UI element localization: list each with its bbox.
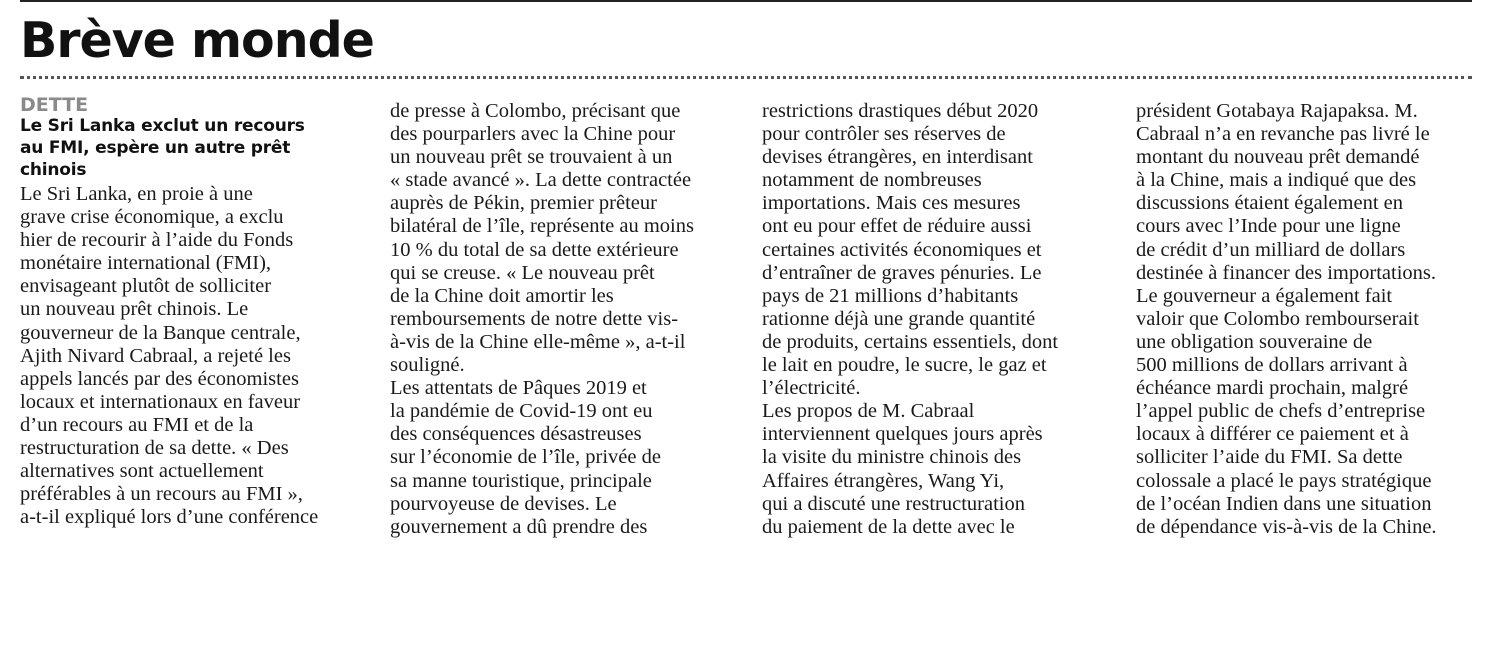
headline-line: au FMI, espère un autre prêt bbox=[20, 138, 291, 158]
text-line: 500 millions de dollars arrivant à bbox=[1136, 354, 1408, 377]
text-line: sa manne touristique, principale bbox=[390, 469, 652, 492]
text-line: de dépendance vis-à-vis de la Chine. bbox=[1136, 515, 1437, 538]
text-line: Le gouverneur a également fait bbox=[1136, 284, 1393, 307]
text-line: des pourparlers avec la Chine pour bbox=[390, 123, 676, 146]
text-line: valoir que Colombo rembourserait bbox=[1136, 307, 1419, 330]
text-line: solliciter l’aide du FMI. Sa dette bbox=[1136, 446, 1403, 469]
top-rule bbox=[20, 0, 1472, 2]
text-line: importations. Mais ces mesures bbox=[762, 192, 1021, 215]
text-line: gouverneur de la Banque centrale, bbox=[20, 321, 301, 344]
text-line: Ajith Nivard Cabraal, a rejeté les bbox=[20, 344, 291, 367]
text-line: bilatéral de l’île, représente au moins bbox=[390, 215, 694, 238]
dotted-separator bbox=[20, 76, 1472, 79]
text-line: à la Chine, mais a indiqué que des bbox=[1136, 169, 1417, 192]
text-line: certaines activités économiques et bbox=[762, 238, 1042, 261]
text-line: destinée à financer des importations. bbox=[1136, 261, 1436, 284]
text-line: rationne déjà une grande quantité bbox=[762, 307, 1036, 330]
article-kicker: DETTE bbox=[20, 94, 89, 116]
text-line: grave crise économique, a exclu bbox=[20, 206, 284, 229]
text-line: colossale a placé le pays stratégique bbox=[1136, 469, 1432, 492]
text-line: un nouveau prêt se trouvaient à un bbox=[390, 146, 673, 169]
text-line: hier de recourir à l’aide du Fonds bbox=[20, 229, 294, 252]
text-line: notamment de nombreuses bbox=[762, 169, 982, 192]
text-line: de crédit d’un milliard de dollars bbox=[1136, 238, 1406, 261]
article-column-2 bbox=[390, 100, 750, 539]
text-line: pourvoyeuse de devises. Le bbox=[390, 492, 617, 515]
headline-line: chinois bbox=[20, 160, 87, 180]
text-line: le lait en poudre, le sucre, le gaz et bbox=[762, 354, 1047, 377]
text-line: de produits, certains essentiels, dont bbox=[762, 330, 1059, 353]
text-line: un nouveau prêt chinois. Le bbox=[20, 298, 249, 321]
text-line: à-vis de la Chine elle-même », a-t-il bbox=[390, 330, 686, 353]
text-line: d’entraîner de graves pénuries. Le bbox=[762, 261, 1042, 284]
text-line: restrictions drastiques début 2020 bbox=[762, 100, 1039, 122]
text-line: 10 % du total de sa dette extérieure bbox=[390, 238, 679, 261]
text-line: de presse à Colombo, précisant que bbox=[390, 100, 681, 122]
article-body-text bbox=[390, 100, 750, 539]
text-line: monétaire international (FMI), bbox=[20, 252, 272, 275]
text-line: de la Chine doit amortir les bbox=[390, 284, 614, 307]
text-line: cours avec l’Inde pour une ligne bbox=[1136, 215, 1401, 238]
text-line: échéance mardi prochain, malgré bbox=[1136, 377, 1409, 400]
text-line: du paiement de la dette avec le bbox=[762, 515, 1015, 538]
article-column-4 bbox=[1136, 100, 1491, 539]
text-line: président Gotabaya Rajapaksa. M. bbox=[1136, 100, 1418, 122]
text-line: ont eu pour effet de réduire aussi bbox=[762, 215, 1032, 238]
text-line: des conséquences désastreuses bbox=[390, 423, 642, 446]
text-line: préférables à un recours au FMI », bbox=[20, 483, 303, 506]
text-line: l’électricité. bbox=[762, 377, 861, 400]
text-line: remboursements de notre dette vis- bbox=[390, 307, 679, 330]
text-line: de l’océan Indien dans une situation bbox=[1136, 492, 1432, 515]
article-headline bbox=[20, 115, 380, 181]
text-line: envisageant plutôt de solliciter bbox=[20, 275, 272, 298]
text-line: « stade avancé ». La dette contractée bbox=[390, 169, 692, 192]
text-line: Cabraal n’a en revanche pas livré le bbox=[1136, 123, 1430, 146]
text-line: gouvernement a dû prendre des bbox=[390, 515, 648, 538]
text-line: devises étrangères, en interdisant bbox=[762, 146, 1033, 169]
text-line: pour contrôler ses réserves de bbox=[762, 123, 1006, 146]
text-line: Le Sri Lanka, en proie à une bbox=[20, 183, 253, 205]
text-line: la pandémie de Covid-19 ont eu bbox=[390, 400, 653, 423]
text-line: sur l’économie de l’île, privée de bbox=[390, 446, 661, 469]
page-title: Brève monde bbox=[20, 12, 374, 69]
article-column-3 bbox=[762, 100, 1122, 539]
headline-line: Le Sri Lanka exclut un recours bbox=[20, 116, 305, 136]
text-line: souligné. bbox=[390, 354, 465, 377]
text-line: pays de 21 millions d’habitants bbox=[762, 284, 1019, 307]
text-line: Les propos de M. Cabraal bbox=[762, 400, 975, 423]
text-line: alternatives sont actuellement bbox=[20, 460, 264, 483]
text-line: d’un recours au FMI et de la bbox=[20, 413, 254, 436]
article-body-text bbox=[762, 100, 1122, 539]
text-line: Les attentats de Pâques 2019 et bbox=[390, 377, 647, 400]
text-line: a-t-il expliqué lors d’une conférence bbox=[20, 506, 319, 529]
text-line: qui se creuse. « Le nouveau prêt bbox=[390, 261, 655, 284]
text-line: auprès de Pékin, premier prêteur bbox=[390, 192, 657, 215]
text-line: la visite du ministre chinois des bbox=[762, 446, 1022, 469]
text-line: qui a discuté une restructuration bbox=[762, 492, 1025, 515]
article-body-text bbox=[20, 183, 380, 529]
text-line: discussions étaient également en bbox=[1136, 192, 1403, 215]
text-line: locaux à différer ce paiement et à bbox=[1136, 423, 1409, 446]
text-line: montant du nouveau prêt demandé bbox=[1136, 146, 1420, 169]
text-line: locaux et internationaux en faveur bbox=[20, 390, 301, 413]
text-line: une obligation souveraine de bbox=[1136, 330, 1373, 353]
text-line: interviennent quelques jours après bbox=[762, 423, 1043, 446]
text-line: restructuration de sa dette. « Des bbox=[20, 437, 289, 460]
article-body-text bbox=[1136, 100, 1491, 539]
text-line: appels lancés par des économistes bbox=[20, 367, 299, 390]
article-column-1 bbox=[20, 95, 380, 529]
text-line: Affaires étrangères, Wang Yi, bbox=[762, 469, 1005, 492]
text-line: l’appel public de chefs d’entreprise bbox=[1136, 400, 1426, 423]
